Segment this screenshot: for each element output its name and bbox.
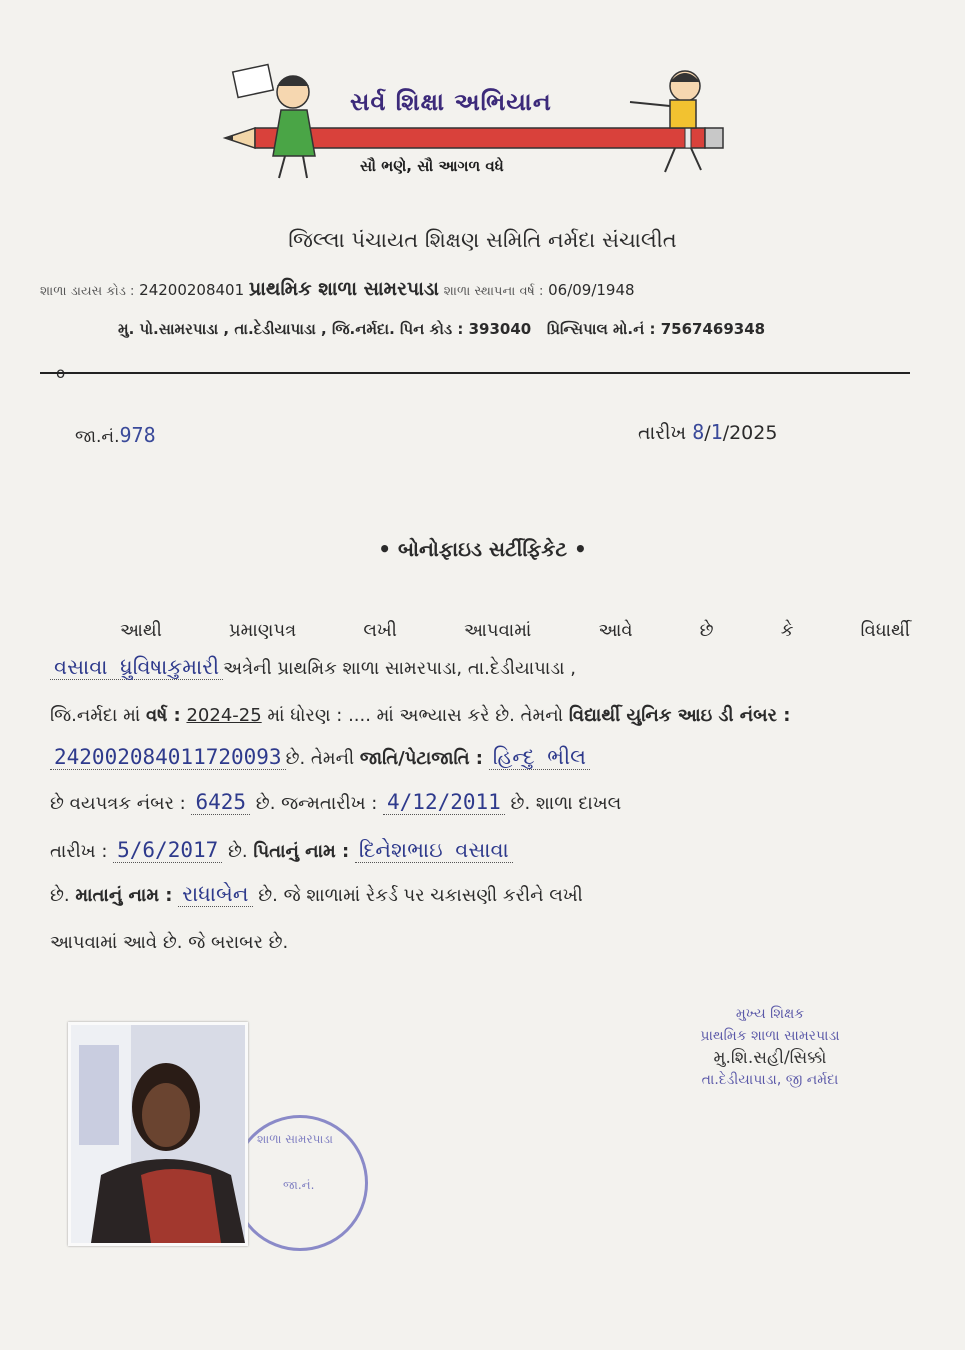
body-line-1: [50, 620, 910, 641]
body-line-5: [50, 790, 910, 814]
l1-word: વિધાર્થી: [860, 620, 910, 641]
committee-heading: જિલ્લા પંચાયત શિક્ષણ સમિતિ નર્મદા સંચાલીત: [288, 228, 677, 252]
round-stamp-text: શાળા સામરપાડા: [257, 1132, 333, 1146]
body-line-2: [50, 655, 910, 680]
l1-word: આપવામાં: [464, 620, 532, 641]
round-stamp-no-label: જા.નં.: [283, 1178, 315, 1192]
l5-a: છે વયપત્રક નંબર :: [50, 793, 186, 814]
school-stamp-text: પ્રાથમિક શાળા સામરપાડા: [700, 1028, 840, 1044]
mother-label: માતાનું નામ :: [75, 885, 173, 906]
l1-word: કે: [780, 620, 794, 641]
body-line-4: [50, 745, 910, 770]
l7-b: છે. જે શાળામાં રેકર્ડ પર ચકાસણી કરીને લખી: [258, 885, 583, 906]
caste-label: જાતિ/પેટાજાતિ :: [359, 748, 483, 769]
pincode: 393040: [468, 320, 532, 338]
register-no: 6425: [191, 790, 250, 815]
l2-rest: અત્રેની પ્રાથમિક શાળા સામરપાડા, તા.દેડીયાપાડા ,: [223, 658, 576, 679]
issue-date: તારીખ 8/1/2025: [638, 420, 778, 444]
designation: મુખ્ય શિક્ષક: [735, 1006, 805, 1022]
unique-id: 242002084011720093: [50, 745, 286, 770]
established-label: શાળા સ્થાપના વર્ષ :: [443, 284, 544, 299]
programme-tagline: સૌ ભણે, સૌ આગળ વધે: [360, 157, 504, 175]
outward-no: 978: [119, 423, 156, 447]
l6-a: તારીખ :: [50, 841, 108, 862]
established-date: 06/09/1948: [548, 281, 635, 299]
year-label: વર્ષ :: [145, 705, 181, 726]
caste: હિન્દુ ભીલ: [489, 745, 590, 770]
letterhead-divider: [40, 372, 910, 374]
signature-text: મુ.શિ.સહી/સિક્કો: [713, 1048, 827, 1068]
school-address-line: [118, 320, 878, 338]
father-name: દિનેશભાઇ વસાવા: [355, 838, 513, 863]
body-line-7: [50, 882, 910, 907]
programme-title: સર્વ શિક્ષા અભિયાન: [350, 88, 552, 116]
school-meta-line: [40, 278, 920, 300]
l6-b: છે.: [228, 841, 248, 862]
l1-word: આથી: [120, 620, 162, 641]
body-line-6: [50, 838, 910, 863]
date-day: 8: [692, 420, 705, 444]
address: મુ. પો.સામરપાડા , તા.દેડીયાપાડા , જિ.નર્મદા.: [118, 320, 395, 338]
l1-word: છે: [699, 620, 714, 641]
student-name: વસાવા ધ્રુવિષાકુમારી: [50, 655, 223, 680]
mother-name: રાધાબેન: [178, 882, 252, 907]
principal-mobile: 7567469348: [660, 320, 766, 338]
academic-year: 2024-25: [186, 705, 262, 726]
principal-mobile-label: પ્રિન્સિપાલ મો.નં :: [546, 320, 656, 338]
birth-date: 4/12/2011: [383, 790, 505, 815]
l4-a: છે. તેમની: [285, 748, 355, 769]
student-photo: [68, 1022, 248, 1246]
l5-b: છે. જન્મતારીખ :: [255, 793, 378, 814]
date-label: તારીખ: [638, 422, 687, 444]
l3-b: માં ધોરણ : .... માં અભ્યાસ કરે છે. તેમનો: [267, 705, 564, 726]
l1-word: લખી: [363, 620, 397, 641]
round-school-stamp: [232, 1115, 368, 1251]
father-label: પિતાનું નામ :: [253, 841, 350, 862]
body-line-8: આપવામાં આવે છે. જે બરાબર છે.: [50, 932, 289, 953]
school-name: પ્રાથમિક શાળા સામરપાડા: [248, 278, 439, 300]
outward-label: જા.નં.: [75, 427, 120, 447]
body-line-3: [50, 705, 910, 726]
pincode-label: પિન કોડ :: [400, 320, 464, 338]
certificate-title: • બોનોફાઇડ સર્ટીફિકેટ •: [378, 537, 587, 561]
uid-label: વિદ્યાર્થી યુનિક આઇ ડી નંબર :: [568, 705, 791, 726]
outward-number: [75, 423, 156, 447]
l5-c: છે. શાળા દાખલ: [510, 793, 622, 814]
stamp-place: તા.દેડીયાપાડા, જી નર્મદા: [701, 1072, 839, 1088]
l1-word: પ્રમાણપત્ર: [228, 620, 297, 641]
admission-date: 5/6/2017: [113, 838, 222, 863]
l1-word: આવે: [598, 620, 633, 641]
date-year: /2025: [722, 422, 778, 444]
date-month: 1: [710, 420, 723, 444]
dise-code: 24200208401: [139, 281, 245, 299]
signature-stamp: [640, 1003, 900, 1091]
l7-a: છે.: [50, 885, 70, 906]
l3-a: જિ.નર્મદા માં: [50, 705, 141, 726]
dise-label: શાળા ડાયસ કોડ :: [40, 284, 135, 299]
